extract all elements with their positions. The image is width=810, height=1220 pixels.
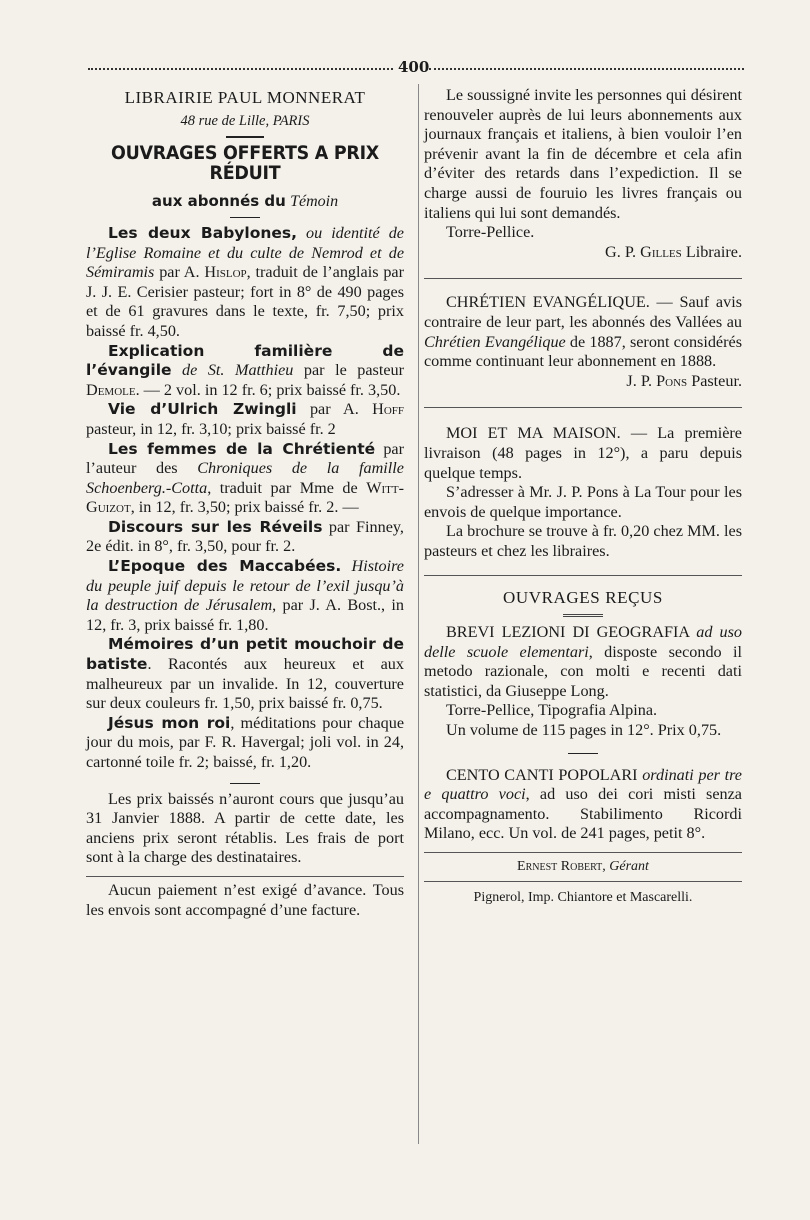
book-desc: . — 2 vol. in 12 fr. 6; prix baissé fr. 3,50. — [135, 380, 401, 399]
subtitle-journal: Témoin — [290, 193, 339, 211]
gerant-name: Ernest Robert — [517, 859, 603, 874]
subscription-notice: Le soussigné invite les personnes qui désirent renouveler auprès de lui leurs abonnements aux journaux français et italiens, à bien vouloir l’en prévenir avant la fin de décembre et cela afin d’éviter des retards dans l’expediction. Il se charge aussi de fouruio les livres français ou italiens qui lui sont demandés. — [424, 86, 742, 222]
divider — [424, 278, 742, 279]
book-desc: , traduit de l’anglais par J. J. E. Cerisier pasteur; fort in 8° de 490 pages et de 61 gravures dans le texte, fr. 7,50; prix baissé fr. 4,50. — [86, 263, 404, 340]
imprint: Pignerol, Imp. Chiantore et Mascarelli. — [473, 889, 693, 905]
cento-title: CENTO CANTI POPOLARI — [446, 765, 643, 784]
book-title: Discours sur les Réveils — [108, 517, 323, 536]
book-desc: pasteur, in 12, fr. 3,10; prix baissé fr. 2 — [86, 419, 336, 438]
offer-title: OUVRAGES OFFERTS A PRIX RÉDUIT — [110, 142, 380, 184]
brevi-entry — [424, 623, 742, 701]
gerant-line — [424, 857, 742, 877]
divider — [226, 136, 264, 138]
book-desc: , in 12, fr. 3,50; prix baissé fr. 2. — — [130, 498, 359, 517]
book-desc: de St. Matthieu — [171, 361, 294, 380]
subtitle-text: aux abonnés du — [151, 192, 286, 211]
gerant-role: Gérant — [609, 859, 649, 874]
signature-name: Gilles — [640, 242, 682, 261]
book-author: Hislop — [204, 263, 247, 282]
cento-desc: ordinati per tre e quattro voci — [424, 765, 742, 804]
divider — [230, 783, 260, 784]
cento-desc: , ad uso dei cori misti senza accompagnamento. Stabilimento Ricordi Milano, ecc. Un vol. de 241 pages, petit 8°. — [424, 785, 742, 843]
brevi-title: BREVI LEZIONI DI GEOGRAFIA — [446, 623, 697, 642]
book-desc: ou identité de l’Eglise Romaine et du culte de Nemrod et de Sémiramis — [86, 223, 404, 282]
chretien-notice — [424, 293, 742, 371]
book-entry — [86, 224, 404, 342]
book-desc: par A. — [296, 400, 373, 419]
signature-text: G. P. — [605, 242, 641, 261]
chretien-signature — [424, 372, 742, 392]
divider — [424, 575, 742, 576]
book-title: Vie d’Ulrich Zwingli — [108, 400, 297, 419]
notice-place: Torre-Pellice. — [446, 223, 535, 242]
header-rule-left — [88, 68, 393, 70]
book-desc: par le pasteur — [293, 361, 404, 380]
book-title: Les deux Babylones, — [108, 223, 298, 242]
book-desc: , méditations pour chaque jour du mois, par F. R. Havergal; joli vol. in 24, cartonné toile fr. 2; baissé, fr. 1,20. — [86, 713, 404, 771]
book-desc: . Racontés aux heureux et aux malheureux par un invalide. In 12, couverture sur deux couleurs fr. 1,50, prix baissé fr. 0,75. — [86, 655, 404, 713]
divider — [563, 614, 603, 617]
brevi-publisher: Torre-Pellice, Tipografia Alpina. — [446, 701, 658, 720]
signature-name: Pons — [656, 371, 688, 390]
book-desc: par Finney, 2e édit. in 8°, fr. 3,50, pour fr. 2. — [86, 517, 404, 556]
page-number: 400 — [398, 58, 430, 76]
book-entry — [86, 518, 404, 557]
divider — [424, 881, 742, 882]
offer-subtitle — [86, 191, 404, 212]
book-title: L’Epoque des Maccabées. — [108, 557, 342, 576]
moi-notice: MOI ET MA MAISON. — La première livraison (48 pages in 12°), a paru depuis quelque temps. — [424, 424, 742, 482]
book-entry — [86, 400, 404, 439]
signature-text: Pasteur. — [687, 371, 742, 390]
page-header — [88, 58, 744, 78]
book-entry — [86, 440, 404, 518]
chretien-text: de 1887, seront considérés comme continuant leur abonnement en 1888. — [424, 332, 742, 371]
book-title: Mémoires d’un petit mouchoir de batiste — [86, 635, 404, 674]
book-entry — [86, 714, 404, 773]
book-author: Witt-Guizot — [86, 478, 404, 517]
received-title: OUVRAGES REÇUS — [502, 588, 663, 608]
notice-prices: Les prix baissés n’auront cours que jusqu’au 31 Janvier 1888. A partir de cette date, les anciens prix seront rétablis. Les frais de port sont à la charge des destinataires. — [86, 789, 404, 867]
book-author: Hoff — [372, 400, 404, 419]
book-entry — [86, 557, 404, 635]
chretien-journal: Chrétien Evangélique — [424, 332, 566, 351]
divider — [86, 876, 404, 877]
book-desc: , par J. A. Bost., in 12, fr. 3, prix baissé fr. 1,80. — [86, 596, 405, 634]
book-desc: par A. — [154, 263, 205, 282]
book-title: Les femmes de la Chrétienté — [108, 439, 376, 458]
divider — [568, 753, 598, 754]
librairie-name: LIBRAIRIE PAUL MONNERAT — [124, 88, 366, 107]
header-rule-right — [429, 68, 744, 70]
book-desc: , traduit par Mme de — [207, 478, 367, 497]
brevi-price: Un volume de 115 pages in 12°. Prix 0,75. — [446, 721, 722, 740]
brevi-desc: ad uso delle scuole elementari — [424, 623, 742, 661]
book-desc: Histoire du peuple juif depuis le retour de l’exil jusqu’à la destruction de Jérusalem — [86, 557, 404, 615]
signature-text: Libraire. — [681, 242, 742, 261]
divider — [424, 852, 742, 853]
book-desc: par l’auteur des — [86, 439, 405, 478]
book-entry — [86, 635, 404, 713]
brevi-desc: , disposte secondo il metodo razionale, con molti e recenti dati statistici, da Giuseppe Long. — [424, 642, 742, 700]
moi-notice: La brochure se trouve à fr. 0,20 chez MM. les pasteurs et chez les libraires. — [424, 522, 742, 560]
chretien-text: CHRÉTIEN EVANGÉLIQUE. — Sauf avis contraire de leur part, les abonnés des Vallées au — [424, 293, 742, 331]
book-entry — [86, 342, 404, 401]
book-desc: Chroniques de la famille Schoenberg.-Cotta — [86, 459, 404, 497]
librairie-address: 48 rue de Lille, PARIS — [180, 112, 310, 129]
book-title: Explication familière de l’évangile — [86, 341, 404, 380]
left-column — [86, 86, 404, 920]
column-divider — [418, 84, 419, 1144]
book-author: Demole — [86, 380, 136, 399]
right-column — [424, 86, 742, 907]
divider — [424, 407, 742, 408]
cento-entry — [424, 766, 742, 844]
signature-text: J. P. — [626, 371, 657, 390]
notice-signature — [424, 243, 742, 263]
divider — [230, 217, 260, 218]
gerant-sep: , — [602, 859, 610, 874]
book-title: Jésus mon roi — [108, 713, 231, 732]
notice-payment: Aucun paiement n’est exigé d’avance. Tous les envois sont accompagné d’une facture. — [86, 880, 404, 919]
moi-notice: S’adresser à Mr. J. P. Pons à La Tour pour les envois de quelque importance. — [424, 483, 742, 521]
